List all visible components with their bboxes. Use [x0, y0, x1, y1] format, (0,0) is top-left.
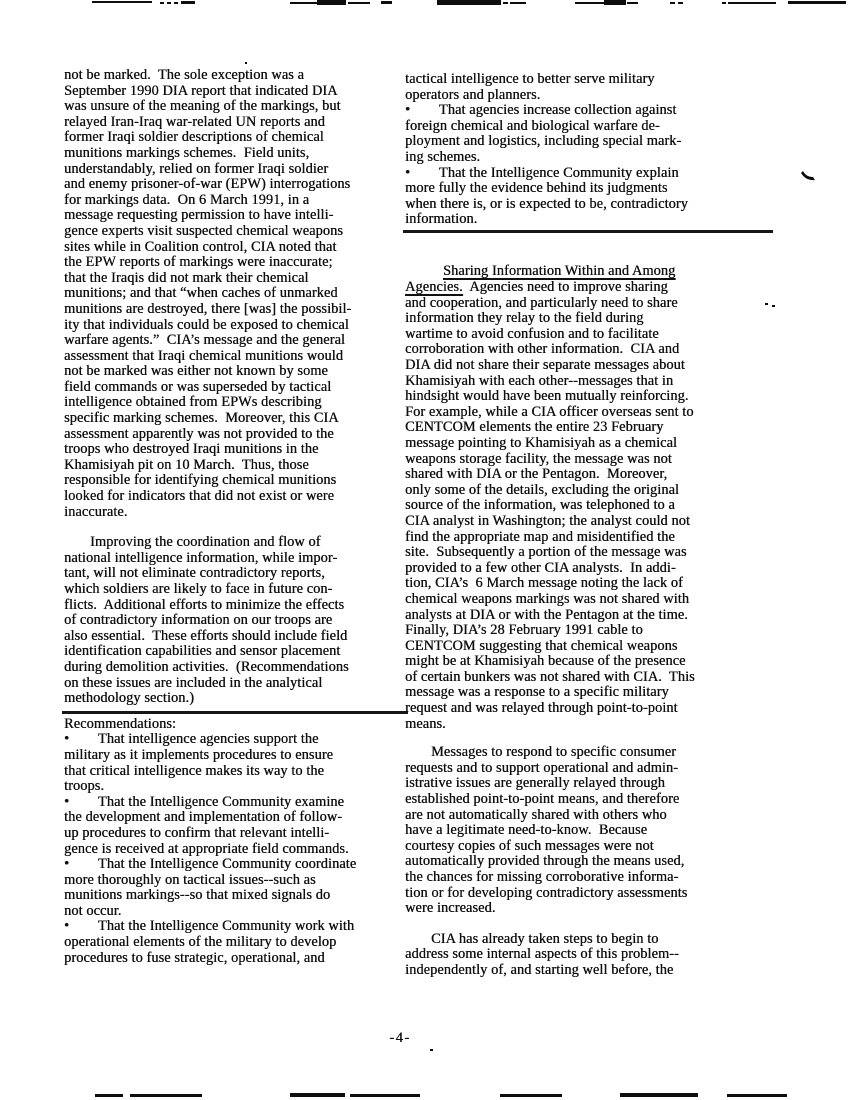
text-line: information.	[405, 211, 478, 228]
page-number: -4-	[389, 1030, 411, 1046]
text-line: automatically provided through the means used,	[405, 853, 685, 870]
text-line: might be at Khamisiyah because of the presence	[405, 653, 686, 670]
text-line: during demolition activities. (Recommendations	[64, 658, 349, 675]
recommendations-list-continued	[405, 72, 769, 228]
text-line: troops who destroyed Iraqi munitions in the	[64, 441, 319, 458]
text-line: national intelligence information, while impor-	[64, 549, 338, 566]
text-line: • That the Intelligence Community coordinate	[64, 856, 357, 873]
text-line: sites while in Coalition control, CIA noted that	[64, 238, 337, 255]
text-line: • That the Intelligence Community explain	[405, 164, 679, 181]
text-line: and enemy prisoner-of-war (EPW) interrogations	[64, 176, 351, 193]
text-line: also essential. These efforts should include field	[64, 627, 348, 644]
text-line: foreign chemical and biological warfare de-	[405, 117, 660, 134]
speck-artifact	[245, 62, 247, 64]
text-line: Recommendations:	[64, 715, 176, 732]
paragraph-cia-steps	[405, 932, 769, 979]
text-line: ity that individuals could be exposed to chemical	[64, 316, 349, 333]
text-line: procedures to fuse strategic, operational, and	[64, 949, 325, 966]
text-line: ployment and logistics, including special mark-	[405, 133, 682, 150]
text-line: Finally, DIA’s 28 February 1991 cable to	[405, 622, 643, 639]
text-line: operational elements of the military to develop	[64, 934, 337, 951]
speck-artifact	[430, 1049, 433, 1051]
text-line: address some internal aspects of this problem--	[405, 946, 679, 963]
text-line: intelligence obtained from EPWs describing	[64, 394, 322, 411]
text-line: analysts at DIA or with the Pentagon at the time.	[405, 606, 688, 623]
text-line: on these issues are included in the analytical	[64, 674, 323, 691]
text-line: tion, CIA’s 6 March message noting the lack of	[405, 575, 683, 592]
text-line: weapons storage facility, the message was not	[405, 450, 672, 467]
text-line: means.	[405, 715, 446, 732]
section-heading: Sharing Information Within and Among	[443, 263, 676, 280]
text-line: assessment apparently was not provided to the	[64, 425, 334, 442]
text-line: relayed Iran-Iraq war-related UN reports and	[64, 113, 325, 130]
scan-dash-artifact	[160, 2, 164, 4]
separator-rule	[403, 230, 773, 234]
text-line: Messages to respond to specific consumer	[431, 744, 677, 761]
text-line: operators and planners.	[405, 86, 541, 103]
text-line: gence experts visit suspected chemical weapons	[64, 222, 343, 239]
scan-dash-artifact	[575, 2, 604, 4]
scan-dash-artifact	[92, 1, 152, 3]
text-line: assessment that Iraqi chemical munitions would	[64, 347, 343, 364]
text-line: munitions markings--so that mixed signals do	[64, 887, 331, 904]
text-line: that the Iraqis did not mark their chemical	[64, 269, 309, 286]
scan-dash-artifact	[620, 1093, 698, 1097]
text-line: not occur.	[64, 902, 122, 919]
text-line: source of the information, was telephoned to a	[405, 497, 675, 514]
section-heading: Agencies.	[405, 279, 463, 296]
scan-dash-artifact	[510, 2, 526, 4]
text-line: site. Subsequently a portion of the message was	[405, 544, 687, 561]
text-line: for markings data. On 6 March 1991, in a	[64, 191, 310, 208]
text-line: more thoroughly on tactical issues--such as	[64, 871, 316, 888]
text-line: the chances for missing corroborative informa-	[405, 869, 679, 885]
text-line: established point-to-point means, and therefore	[405, 791, 680, 808]
text-line: former Iraqi soldier descriptions of chemical	[64, 129, 324, 146]
text-line: CIA analyst in Washington; the analyst could not	[405, 512, 690, 529]
text-line: munitions markings schemes. Field units,	[64, 144, 310, 161]
scan-dash-artifact	[437, 0, 501, 5]
text-line: ing schemes.	[405, 148, 481, 165]
text-line: identification capabilities and sensor placement	[64, 643, 341, 660]
text-line: more fully the evidence behind its judgments	[405, 180, 668, 197]
text-line: that critical intelligence makes its way to the	[64, 762, 324, 779]
speck-artifact	[765, 303, 768, 305]
text-line: • That agencies increase collection against	[405, 102, 677, 119]
scan-dash-artifact	[728, 2, 776, 4]
left-column	[64, 68, 404, 966]
text-line: only some of the details, excluding the original	[405, 481, 679, 498]
scan-dash-artifact	[670, 2, 675, 4]
scan-dash-artifact	[317, 0, 346, 5]
text-line: the development and implementation of follow-	[64, 809, 343, 826]
text-line: are not automatically shared with others who	[405, 806, 667, 823]
text-line: tion or for developing contradictory assessments	[405, 884, 688, 901]
text-line: hindsight would have been mutually reinforcing.	[405, 388, 689, 405]
text-line: Khamisiyah with each other--messages that in	[405, 372, 674, 389]
scan-dash-artifact	[350, 1094, 420, 1097]
scan-dash-artifact	[500, 1094, 562, 1097]
scan-dash-artifact	[722, 2, 726, 4]
scan-dash-artifact	[290, 1093, 345, 1097]
text-line: • That the Intelligence Community work with	[64, 918, 355, 935]
text-line: chemical weapons markings was not shared with	[405, 590, 690, 607]
paragraph-messages	[405, 745, 769, 917]
text-line: CIA has already taken steps to begin to	[431, 930, 659, 947]
text-line: were increased.	[405, 900, 496, 917]
text-line: inaccurate.	[64, 503, 128, 520]
scan-dash-artifact	[290, 2, 318, 4]
text-line: message was a response to a specific military	[405, 684, 669, 701]
scan-dash-artifact	[788, 1, 846, 4]
scan-dash-artifact	[348, 2, 370, 4]
text-line: gence is received at appropriate field commands.	[64, 840, 349, 857]
text-line: CENTCOM elements the entire 23 February	[405, 419, 664, 436]
text-line: istrative issues are generally relayed through	[405, 775, 665, 792]
scan-dash-artifact	[503, 2, 508, 4]
scan-dash-artifact	[627, 2, 638, 4]
text-line: which soldiers are likely to face in future con-	[64, 581, 333, 597]
text-line: warfare agents.” CIA’s message and the general	[64, 332, 345, 349]
scan-dash-artifact	[167, 2, 171, 4]
text-line: Agencies. Agencies need to improve sharing	[405, 279, 668, 296]
text-line: was unsure of the meaning of the markings, but	[64, 98, 341, 115]
text-line: up procedures to confirm that relevant intelli-	[64, 824, 330, 841]
text-line: of contradictory information on our troops are	[64, 612, 333, 629]
text-line: courtesy copies of such messages were not	[405, 837, 654, 854]
text-line: understandably, relied on former Iraqi soldier	[64, 160, 329, 177]
right-column	[405, 72, 769, 979]
text-line: • That the Intelligence Community examine	[64, 793, 344, 810]
paragraph-markings	[64, 68, 404, 520]
text-line: military as it implements procedures to ensure	[64, 746, 334, 763]
text-line: tant, will not eliminate contradictory reports,	[64, 565, 325, 582]
scan-dash-artifact	[181, 1, 195, 4]
scan-dash-artifact	[678, 2, 683, 4]
text-line: not be marked was either not known by some	[64, 363, 328, 380]
text-line: have a legitimate need-to-know. Because	[405, 822, 648, 839]
scan-dash-artifact	[604, 0, 626, 5]
text-line: flicts. Additional efforts to minimize the effects	[64, 596, 345, 613]
text-line: troops.	[64, 778, 105, 795]
text-line: field commands or was superseded by tactical	[64, 378, 332, 395]
recommendations-list	[64, 717, 404, 967]
text-line	[405, 264, 769, 280]
text-line: the EPW reports of markings were inaccurate;	[64, 254, 333, 271]
text-line: wartime to avoid confusion and to facilitate	[405, 325, 659, 342]
speck-artifact	[772, 305, 775, 307]
text-line: corroboration with other information. CIA and	[405, 341, 680, 358]
scan-dash-artifact	[95, 1094, 123, 1097]
text-line: tactical intelligence to better serve military	[405, 71, 655, 87]
text-line: provided to a few other CIA analysts. In addi-	[405, 559, 676, 576]
text-line: • That intelligence agencies support the	[64, 731, 319, 748]
scan-dash-artifact	[381, 1, 392, 4]
text-line: September 1990 DIA report that indicated DIA	[64, 82, 338, 99]
text-line: request and was relayed through point-to-point	[405, 700, 678, 717]
text-line: responsible for identifying chemical munitions	[64, 472, 337, 489]
text-line: and cooperation, and particularly need to share	[405, 294, 678, 311]
text-line: independently of, and starting well before, the	[405, 961, 674, 978]
text-line: looked for indicators that did not exist or were	[64, 488, 335, 505]
text-line: For example, while a CIA officer overseas sent to	[405, 403, 694, 420]
scan-dash-artifact	[727, 1094, 787, 1097]
text-line: of certain bunkers was not shared with CIA. This	[405, 668, 695, 685]
text-line: find the appropriate map and misidentified the	[405, 528, 675, 545]
text-line: munitions; and that “when caches of unmarked	[64, 285, 338, 302]
text-line: CENTCOM suggesting that chemical weapons	[405, 637, 678, 654]
text-line: requests and to support operational and admin-	[405, 759, 678, 776]
text-line: shared with DIA or the Pentagon. Moreover,	[405, 466, 668, 483]
text-line: Khamisiyah pit on 10 March. Thus, those	[64, 456, 309, 473]
text-line: specific marking schemes. Moreover, this CIA	[64, 410, 339, 427]
text-line: munitions are destroyed, there [was] the possibil-	[64, 300, 352, 317]
text-line: message requesting permission to have intelli-	[64, 207, 334, 224]
text-line: Improving the coordination and flow of	[90, 534, 321, 551]
paragraph-improving	[64, 535, 404, 707]
text-line: not be marked. The sole exception was a	[64, 67, 304, 83]
pen-tick-mark	[799, 169, 819, 187]
text-line: information they relay to the field during	[405, 310, 644, 327]
text-line: DIA did not share their separate messages about	[405, 357, 685, 373]
separator-rule	[62, 711, 408, 714]
scan-dash-artifact	[174, 2, 178, 4]
paragraph-sharing-information	[405, 264, 769, 732]
text-line: when there is, or is expected to be, contradictory	[405, 195, 688, 212]
text-line: message pointing to Khamisiyah as a chemical	[405, 434, 677, 451]
text-line: methodology section.)	[64, 690, 194, 707]
scan-dash-artifact	[130, 1094, 202, 1097]
